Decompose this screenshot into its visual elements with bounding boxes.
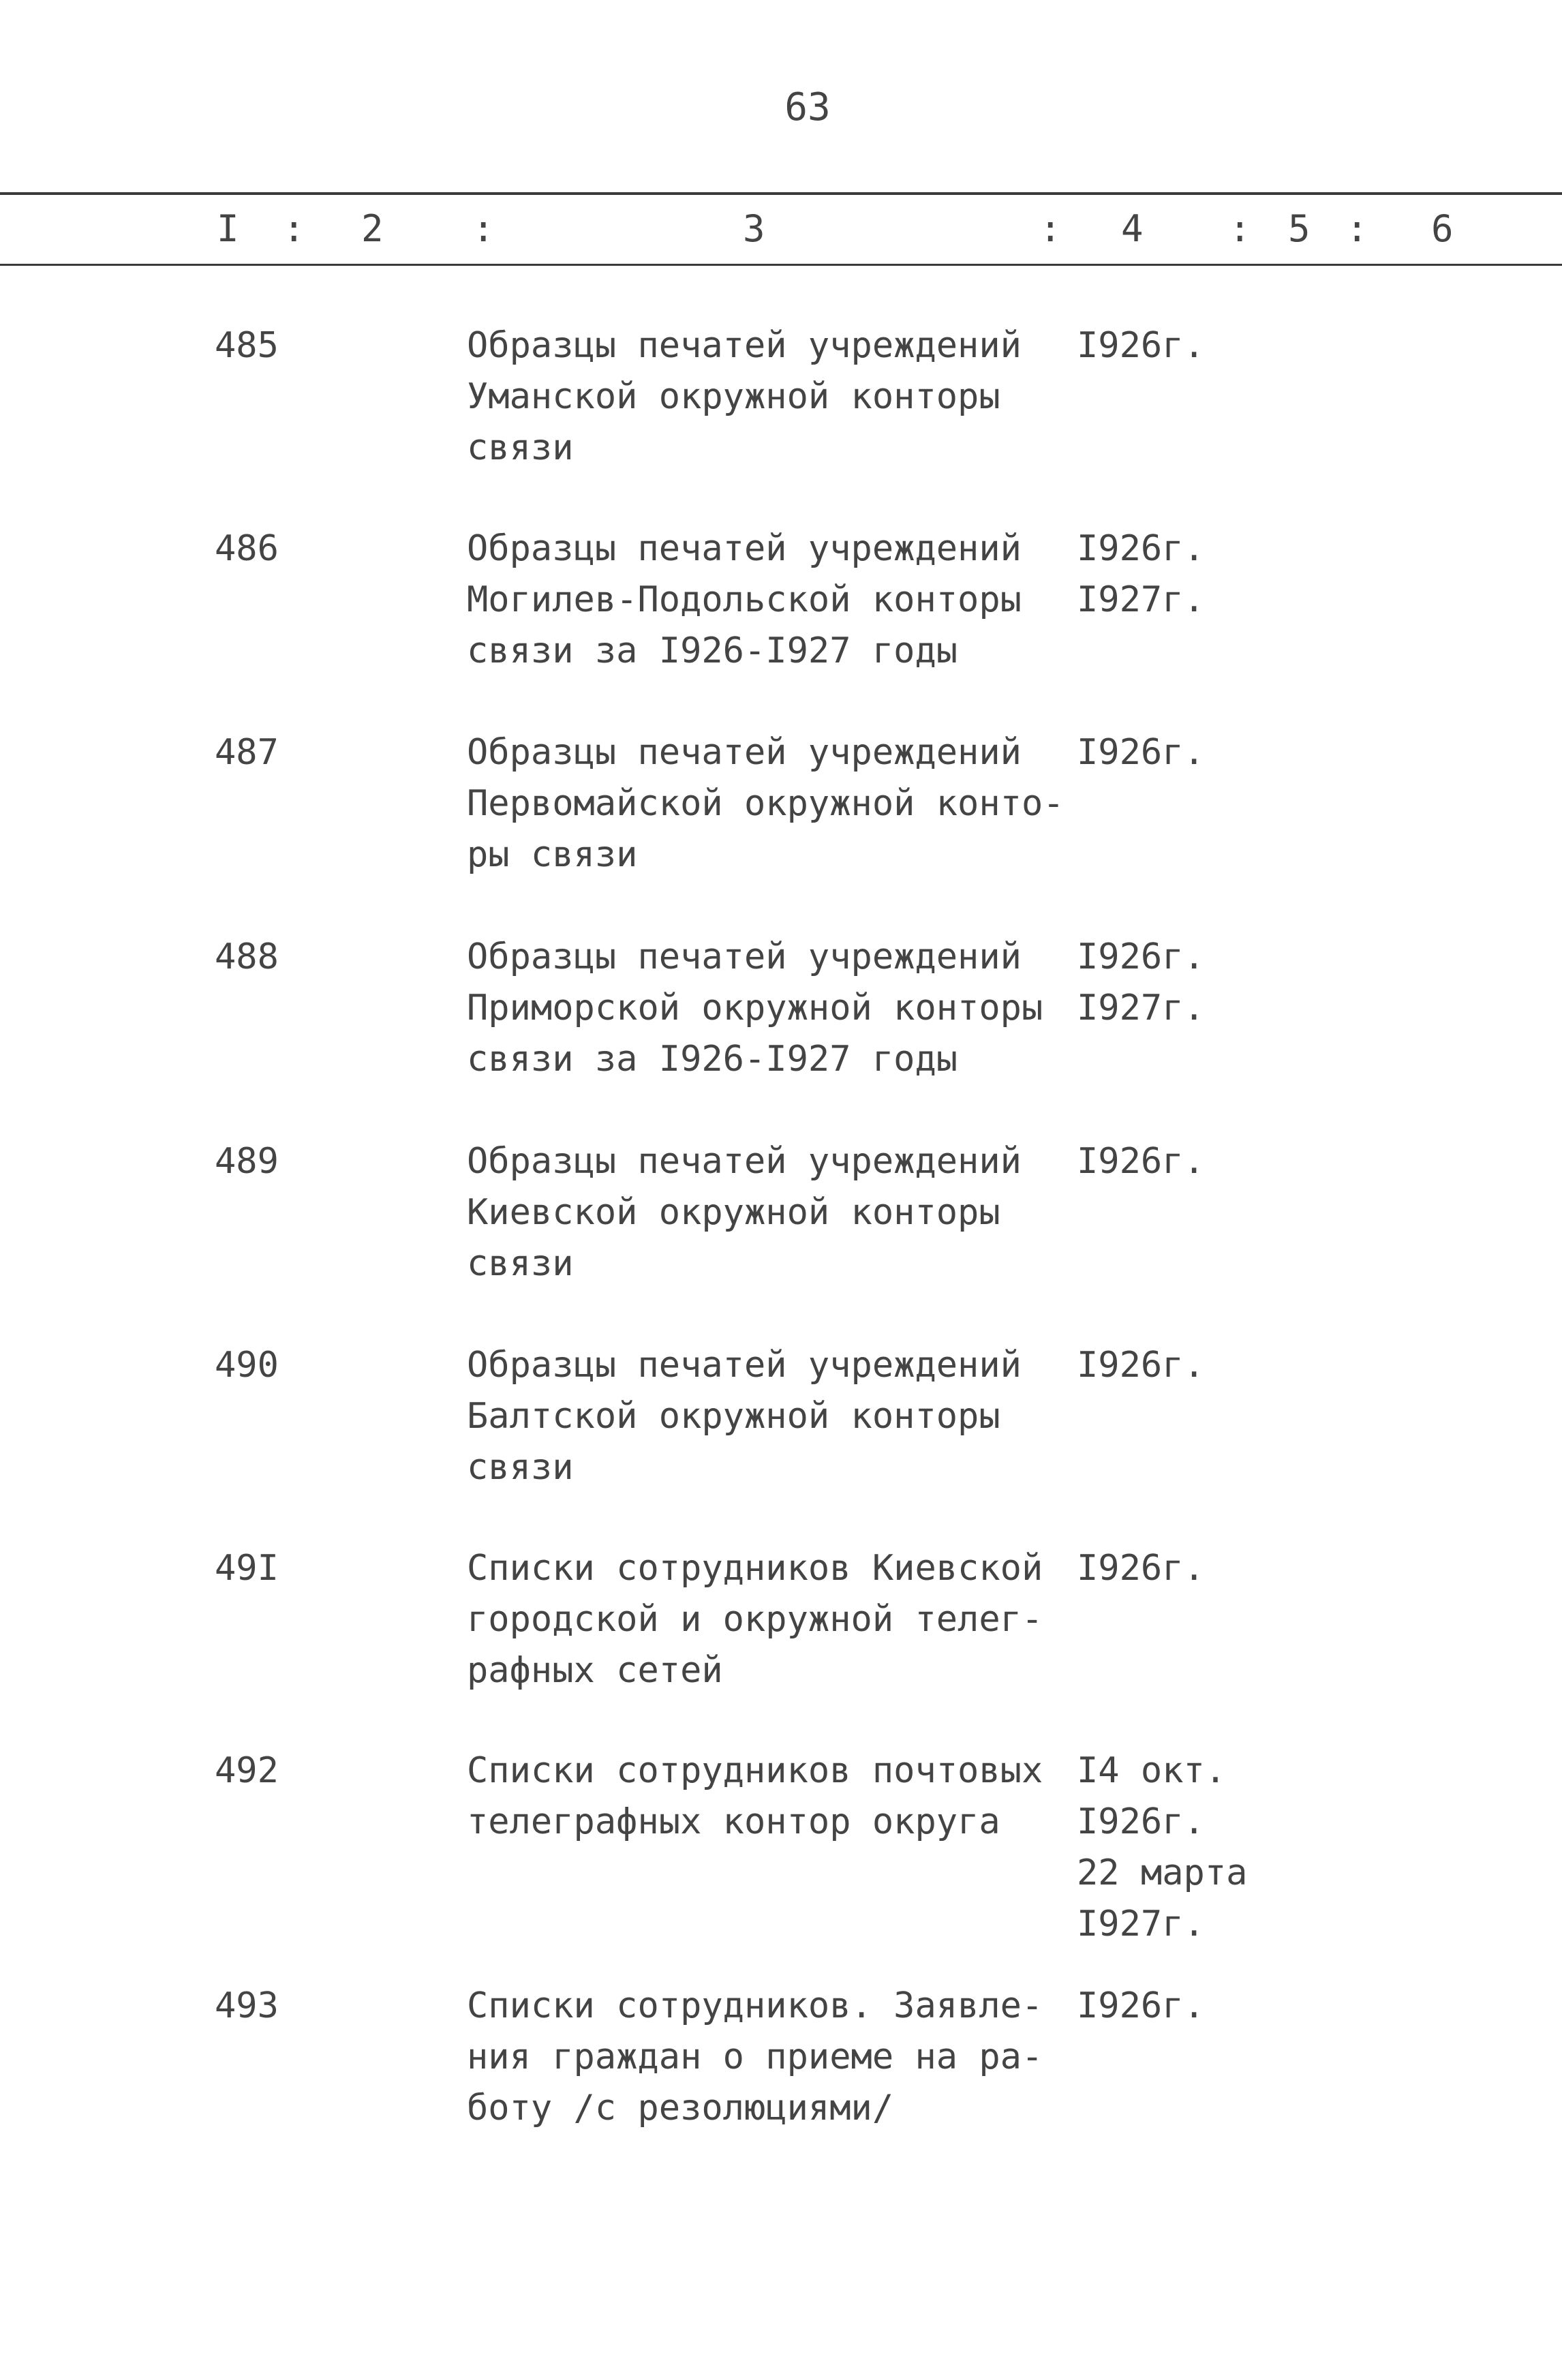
row-number: 490: [215, 1345, 279, 1386]
row-title: Образцы печатей учреждений Уманской окружной конторы связи: [467, 325, 1022, 468]
row-number: 488: [215, 936, 279, 977]
column-separator: :: [472, 207, 495, 250]
column-header-1: I: [217, 207, 239, 250]
column-separator: :: [1229, 207, 1251, 250]
column-header-3: 3: [743, 207, 765, 250]
row-title: Списки сотрудников. Заявле- ния граждан о приеме на ра- боту /с резолюциями/: [467, 1985, 1043, 2129]
row-title: Образцы печатей учреждений Киевской окружной конторы связи: [467, 1141, 1022, 1284]
row-title: Образцы печатей учреждений Могилев-Подольской конторы связи за I926-I927 годы: [467, 528, 1022, 671]
row-number: 489: [215, 1141, 279, 1182]
column-separator: :: [1039, 207, 1062, 250]
column-separator: :: [1346, 207, 1368, 250]
row-dates: I926г.: [1077, 1345, 1205, 1386]
row-number: 493: [215, 1985, 279, 2026]
row-number: 486: [215, 528, 279, 569]
row-dates: I926г. I927г.: [1077, 936, 1205, 1028]
row-dates: I926г.: [1077, 732, 1205, 773]
column-header-6: 6: [1431, 207, 1454, 250]
row-dates: I926г.: [1077, 325, 1205, 366]
row-dates: I926г.: [1077, 1985, 1205, 2026]
column-separator: :: [283, 207, 305, 250]
page-number: 63: [784, 85, 831, 129]
row-number: 485: [215, 325, 279, 366]
row-dates: I4 окт. I926г. 22 марта I927г.: [1077, 1750, 1248, 1944]
row-title: Образцы печатей учреждений Балтской окружной конторы связи: [467, 1345, 1022, 1488]
row-number: 49I: [215, 1548, 279, 1589]
row-number: 492: [215, 1750, 279, 1791]
row-number: 487: [215, 732, 279, 773]
column-header-4: 4: [1121, 207, 1144, 250]
row-dates: I926г. I927г.: [1077, 528, 1205, 620]
column-header-5: 5: [1288, 207, 1311, 250]
row-title: Списки сотрудников почтовых телеграфных контор округа: [467, 1750, 1043, 1842]
row-dates: I926г.: [1077, 1548, 1205, 1589]
column-header-2: 2: [361, 207, 384, 250]
row-title: Списки сотрудников Киевской городской и окружной телег- рафных сетей: [467, 1548, 1043, 1691]
row-title: Образцы печатей учреждений Приморской окружной конторы связи за I926-I927 годы: [467, 936, 1043, 1080]
row-dates: I926г.: [1077, 1141, 1205, 1182]
row-title: Образцы печатей учреждений Первомайской окружной конто- ры связи: [467, 732, 1065, 875]
